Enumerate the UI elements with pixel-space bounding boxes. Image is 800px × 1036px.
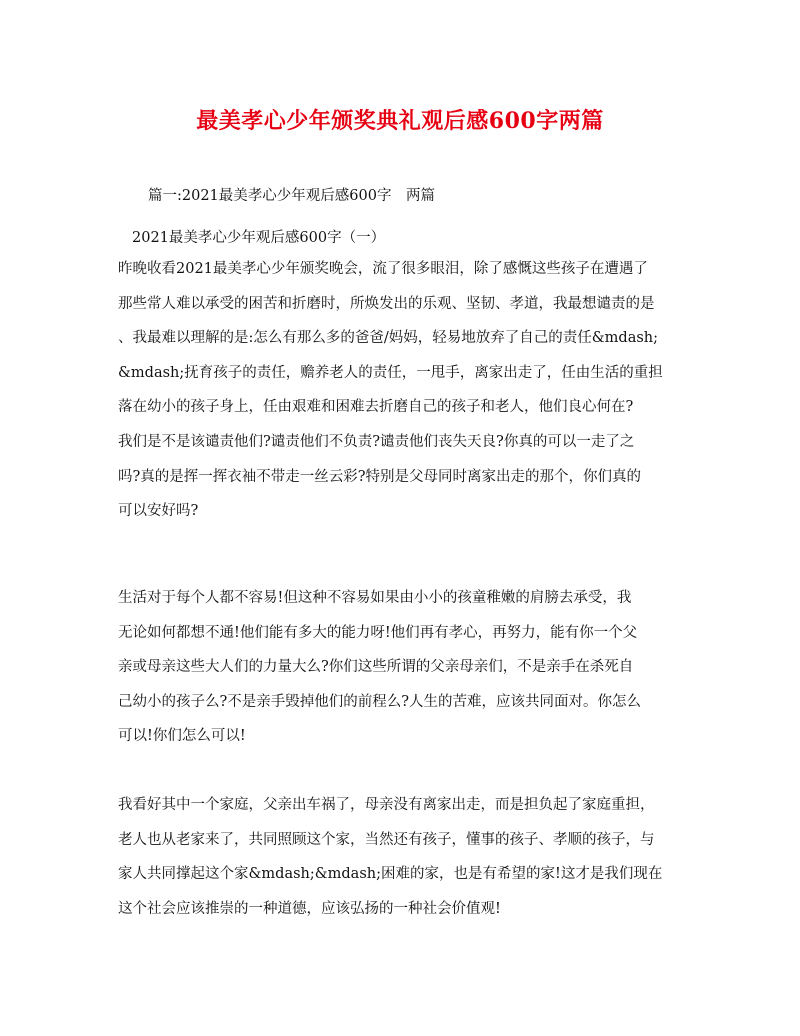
- paragraph-3: [118, 788, 684, 926]
- paragraph-line: 己幼小的孩子么?不是亲手毁掉他们的前程么?人生的苦难，应该共同面对。你怎么: [118, 693, 642, 710]
- paragraph-line: 昨晚收看2021最美孝心少年颁奖晚会，流了很多眼泪，除了感慨这些孩子在遭遇了: [118, 261, 648, 277]
- paragraph-line: 亲或母亲这些大人们的力量大么?你们这些所谓的父亲母亲们，不是亲手在杀死自: [118, 659, 634, 676]
- paragraph-line: 可以!你们怎么可以!: [118, 728, 246, 745]
- paragraph-line: 无论如何都想不通!他们能有多大的能力呀!他们再有孝心，再努力，能有你一个父: [118, 624, 638, 641]
- subheading-article-one: 2021最美孝心少年观后感600字（一）: [132, 230, 386, 246]
- paragraph-line: 这个社会应该推崇的一种道德，应该弘扬的一种社会价值观!: [118, 900, 501, 917]
- subheading-part-one: 篇一:2021最美孝心少年观后感600字 两篇: [148, 188, 435, 204]
- paragraph-line: 可以安好吗?: [118, 503, 199, 520]
- paragraph-line: 老人也从老家来了，共同照顾这个家，当然还有孩子，懂事的孩子、孝顺的孩子，与: [118, 831, 655, 848]
- paragraph-2: [118, 581, 684, 754]
- paragraph-1: [118, 252, 684, 529]
- paragraph-line: 吗?真的是挥一挥衣袖不带走一丝云彩?特别是父母同时离家出走的那个，你们真的: [118, 468, 642, 485]
- paragraph-line: 那些常人难以承受的困苦和折磨时，所焕发出的乐观、坚韧、孝道，我最想谴责的是: [118, 295, 655, 312]
- paragraph-line: 我们是不是该谴责他们?谴责他们不负责?谴责他们丧失天良?你真的可以一走了之: [118, 433, 635, 450]
- document-title: 最美孝心少年颁奖典礼观后感600字两篇: [196, 108, 604, 134]
- paragraph-line: 生活对于每个人都不容易!但这种不容易如果由小小的孩童稚嫩的肩膀去承受，我: [118, 590, 632, 606]
- paragraph-line: 落在幼小的孩子身上，任由艰难和困难去折磨自己的孩子和老人，他们良心何在?: [118, 399, 634, 416]
- paragraph-line: &mdash;抚育孩子的责任，赡养老人的责任，一甩手，离家出走了，任由生活的重担: [118, 364, 663, 381]
- paragraph-line: 、我最难以理解的是:怎么有那么多的爸爸/妈妈，轻易地放弃了自己的责任&mdash;: [118, 330, 659, 347]
- paragraph-line: 我看好其中一个家庭，父亲出车祸了，母亲没有离家出走，而是担负起了家庭重担，: [118, 797, 655, 813]
- paragraph-line: 家人共同撑起这个家&mdash;&mdash;困难的家，也是有希望的家!这才是我们现在: [118, 866, 663, 883]
